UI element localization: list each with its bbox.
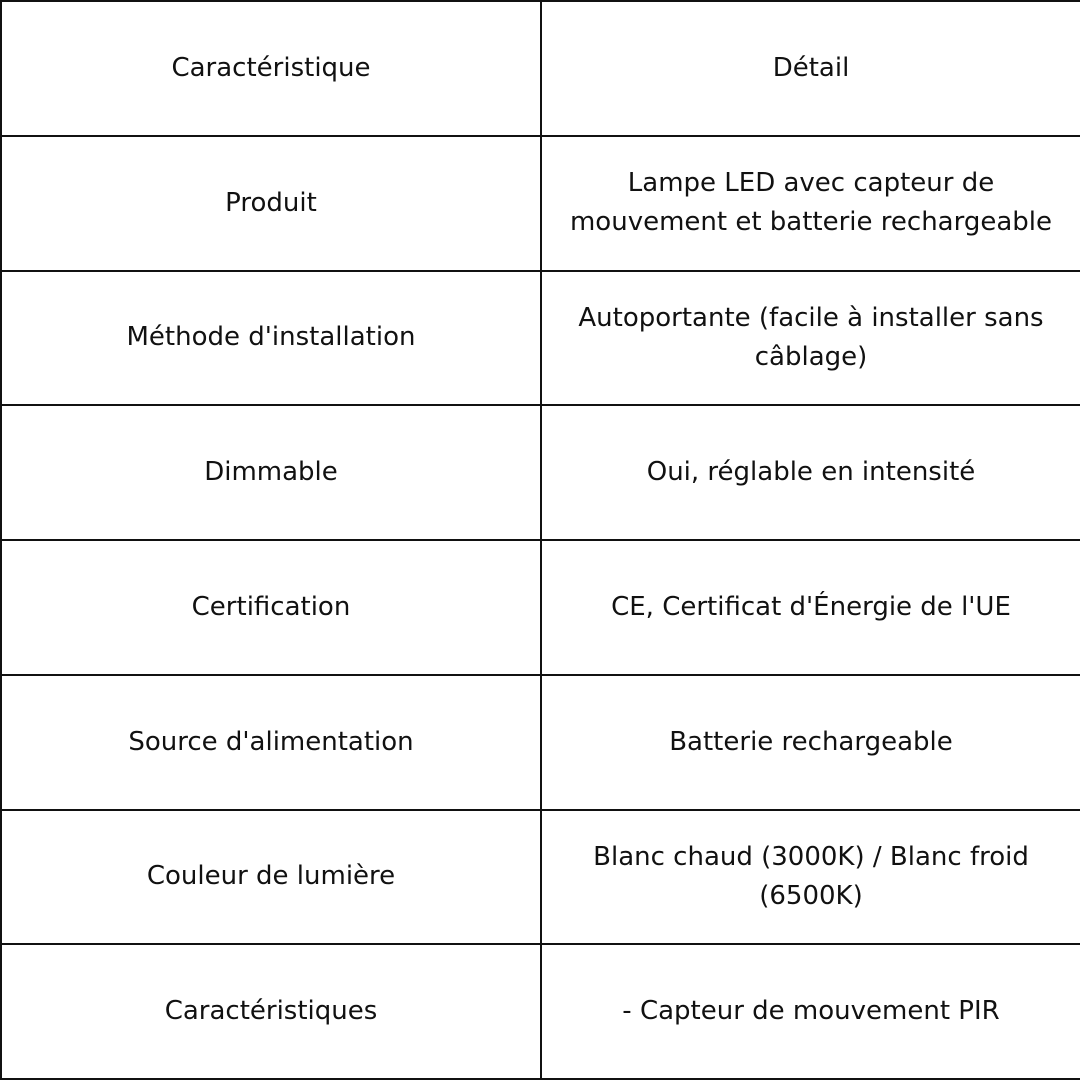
table-row (1, 810, 1080, 945)
table-row (1, 136, 1080, 271)
row-value: Blanc chaud (3000K) / Blanc froid (6500K) (541, 810, 1080, 945)
row-label: Source d'alimentation (1, 675, 541, 810)
table-row (1, 405, 1080, 540)
row-value: Lampe LED avec capteur de mouvement et batterie rechargeable (541, 136, 1080, 271)
row-value: Autoportante (facile à installer sans câblage) (541, 271, 1080, 406)
row-label: Méthode d'installation (1, 271, 541, 406)
row-label: Couleur de lumière (1, 810, 541, 945)
row-value: Batterie rechargeable (541, 675, 1080, 810)
table-row (1, 944, 1080, 1079)
row-value: - Capteur de mouvement PIR (541, 944, 1080, 1079)
row-label: Caractéristiques (1, 944, 541, 1079)
table-row (1, 540, 1080, 675)
table-row (1, 675, 1080, 810)
row-value: Oui, réglable en intensité (541, 405, 1080, 540)
row-label: Certification (1, 540, 541, 675)
header-cell-characteristic: Caractéristique (1, 1, 541, 136)
table-header-row (1, 1, 1080, 136)
row-label: Dimmable (1, 405, 541, 540)
table-row (1, 271, 1080, 406)
row-value: CE, Certificat d'Énergie de l'UE (541, 540, 1080, 675)
header-cell-detail: Détail (541, 1, 1080, 136)
row-label: Produit (1, 136, 541, 271)
